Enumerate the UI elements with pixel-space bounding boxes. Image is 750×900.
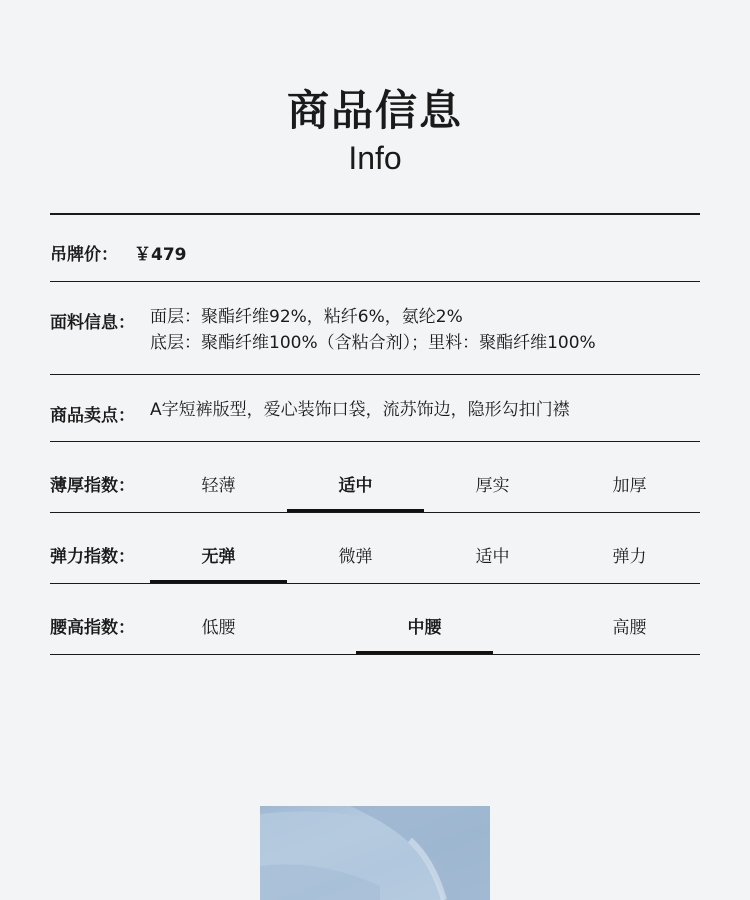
page-title: 商品信息	[286, 86, 463, 135]
elasticity-option-medium: 适中	[475, 547, 510, 567]
thickness-label: 薄厚指数：	[50, 476, 135, 496]
divider	[50, 512, 700, 513]
fabric-fold-image	[260, 806, 490, 900]
elasticity-option-none: 无弹	[201, 547, 236, 567]
elasticity-option-stretch: 弹力	[612, 547, 647, 567]
selling-points-label: 商品卖点：	[50, 406, 135, 426]
selling-points-text: A字短裤版型，爱心装饰口袋，流苏饰边，隐形勾扣门襟	[150, 400, 570, 420]
divider	[50, 583, 700, 584]
fabric-line-1: 面层：聚酯纤维92%，粘纤6%，氨纶2%	[150, 307, 463, 327]
thickness-option-thick: 厚实	[475, 476, 510, 496]
price-value: ￥479	[134, 245, 187, 265]
divider	[50, 441, 700, 442]
thickness-option-extra-thick: 加厚	[612, 476, 647, 496]
divider	[50, 654, 700, 655]
elasticity-option-slight: 微弹	[338, 547, 373, 567]
thickness-option-light: 轻薄	[201, 476, 236, 496]
fabric-line-2: 底层：聚酯纤维100%（含粘合剂）；里料：聚酯纤维100%	[150, 333, 596, 353]
divider	[50, 213, 700, 215]
divider	[50, 281, 700, 282]
waist-label: 腰高指数：	[50, 618, 135, 638]
price-label: 吊牌价：	[50, 245, 118, 265]
divider	[50, 374, 700, 375]
fabric-label: 面料信息：	[50, 313, 135, 333]
page-subtitle: Info	[348, 140, 402, 176]
waist-option-mid: 中腰	[407, 618, 442, 638]
waist-option-low: 低腰	[201, 618, 236, 638]
waist-option-high: 高腰	[612, 618, 647, 638]
fabric-photo	[260, 806, 490, 900]
thickness-option-medium: 适中	[338, 476, 373, 496]
elasticity-label: 弹力指数：	[50, 547, 135, 567]
